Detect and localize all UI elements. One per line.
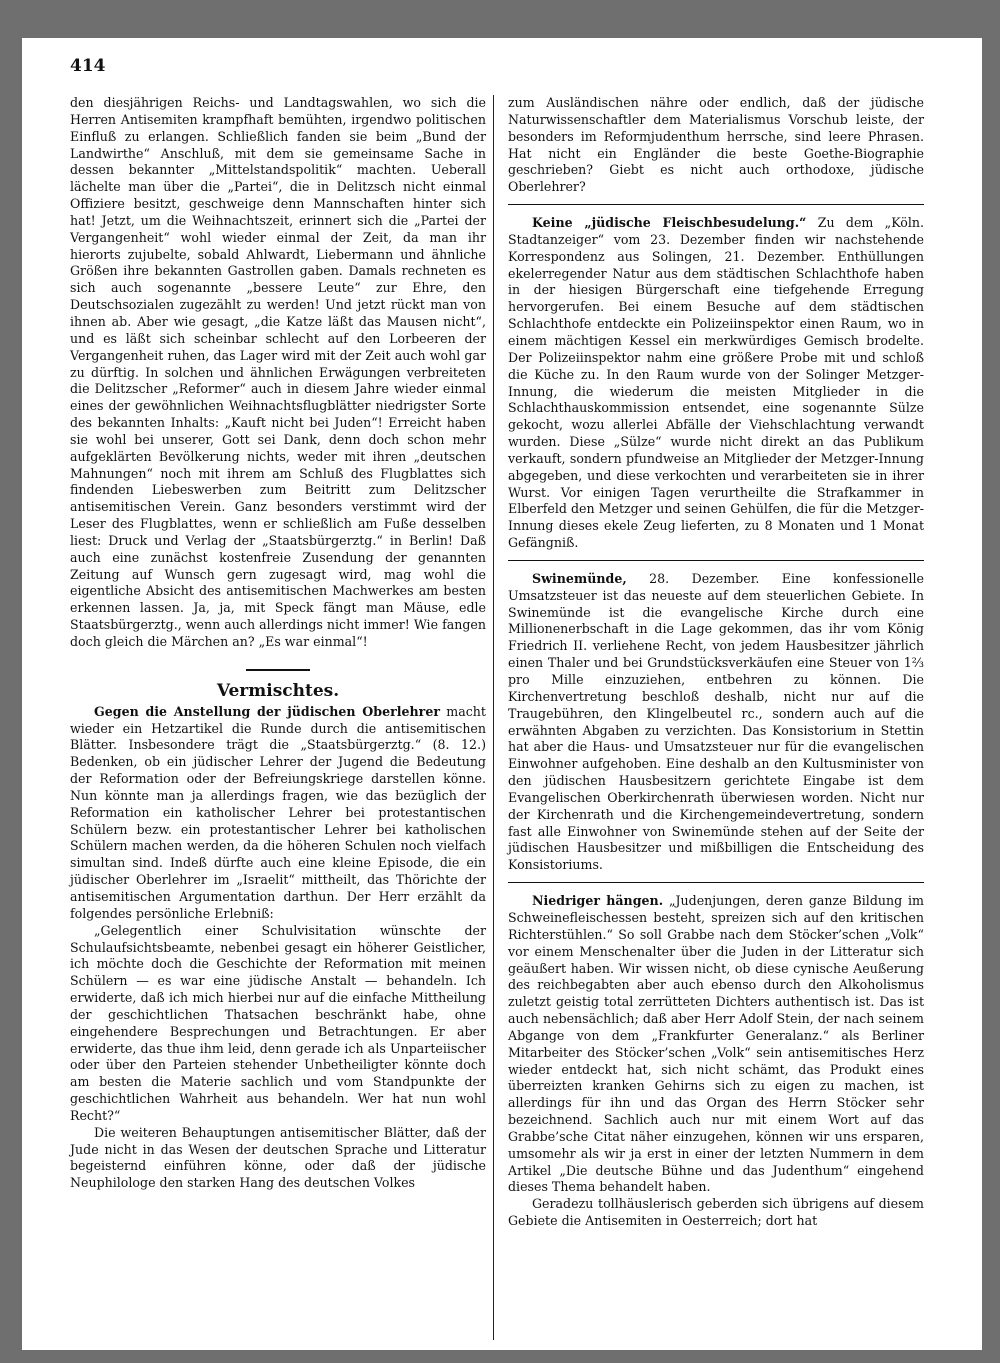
article-delitzsch-continued: den diesjährigen Reichs- und Landtagswahlen, wo sich die Herren Antisemiten krampfhaft bemühten, irgendwo politischen Einfluß zu erlangen. Schließlich fanden sie beim „Bund der Landwirthe“ Anschluß, mit dem sie gemeinsame Sache in dessen bekannter „Mittelstandspolitik“ machten. Ueberall lächelte man über die „Partei“, die in Delitzsch nicht einmal Offiziere besitzt, geschweige denn Mannschaften hinter sich hat! Jetzt, um die Weihnachtszeit, erinnert sich die „Partei der Vergangenheit“ wohl wieder einmal der Zeit, da man ihr hierorts zujubelte, sobald Ahlwardt, Liebermann und ähnliche Größen ihre bekannten Gastrollen gaben. Damals rechneten es sich auch sogenannte „bessere Leute“ zur Ehre, den Deutschsozialen zugezählt zu werden! Und jetzt rückt man von ihnen ab. Aber wie gesagt, „die Katze läßt das Mausen nicht“, und es läßt sich scheinbar schlecht auf den Lorbeeren der Vergangenheit ruhen, das Lager wird mit der Zeit auch wohl gar zu dürftig. In solchen und ähnlichen Erwägungen verbreiteten die Delitzscher „Reformer“ auch in diesem Jahre wieder einmal eines der gewöhnlichen Weihnachtsflugblätter niedrigster Sorte des bekannten Inhalts: „Kauft nicht bei Juden“! Erreicht haben sie wohl bei unserer, Gott sei Dank, denn doch schon mehr aufgeklärten Bevölkerung nichts, weder mit ihren „deutschen Mahnungen“ noch mit ihrem am Schluß des Flugblattes sich findenden Liebeswerben zum Beitritt zum Delitzscher antisemitischen Verein. Ganz besonders verstimmt wird der Leser des Flugblattes, wenn er schließlich am Fuße desselben liest: Druck und Verlag der „Staatsbürgerztg.“ in Berlin! Daß auch eine zunächst kostenfreie Zusendung der genannten Zeitung auf Wunsch gern zugesagt wird, mag wohl die eigentliche Absicht des antisemitischen Machwerkes am besten erkennen lassen. Ja, ja, mit Speck fängt man Mäuse, edle Staatsbürgerztg., wenn auch allerdings nicht immer! Wie fangen doch gleich die Märchen an? „Es war einmal“! xyxy=(70,95,486,649)
page-number: 414 xyxy=(70,56,106,76)
article-niedriger-cont: Geradezu tollhäuslerisch geberden sich übrigens auf diesem Gebiete die Antisemiten in Oesterreich; dort hat xyxy=(508,1196,924,1229)
section-heading: Vermischtes. xyxy=(216,680,340,701)
article-body: Zu dem „Köln. Stadtanzeiger“ vom 23. Dezember finden wir nachstehende Korrespondenz aus Solingen, 21. Dezember. Enthüllungen ekelerregender Natur aus dem städtischen Schlachthofe haben in der hiesigen Bürgerschaft eine tiefgehende Erregung hervorgerufen. Bei einem Besuche auf dem städtischen Schlachthofe entdeckte ein Polizeiinspektor einen Raum, wo in einem mächtigen Kessel ein merkwürdiges Gemisch brodelte. Der Polizeiinspektor nahm eine größere Probe mit und schloß die Küche zu. In den Raum wurde von der Solinger Metzger-Innung, die wiederum die meisten Mitglieder in die Schlachthauskommission entsendet, eine sogenannte Sülze gekocht, wozu allerlei Abfälle der Viehschlachtung verwandt wurden. Diese „Sülze“ wurde nicht direkt an das Publikum verkauft, sondern pfundweise an Mitglieder der Metzger-Innung abgegeben, und diese verkochten und verarbeiteten sie in ihrer Wurst. Vor einigen Tagen verurtheilte die Strafkammer in Elberfeld den Metzger und seinen Gehülfen, die für die Metzger-Innung dieses ekele Zeug lieferten, zu 8 Monaten und 1 Monat Gefängniß. xyxy=(508,215,924,551)
article-divider xyxy=(508,204,924,205)
left-column xyxy=(70,95,486,1192)
article-title: Swinemünde, xyxy=(532,570,627,586)
column-divider xyxy=(493,95,494,1340)
quotation xyxy=(70,923,486,1125)
article-oberlehrer-end: zum Ausländischen nähre oder endlich, daß der jüdische Naturwissenschaftler dem Materialismus Vorschub leiste, der besonders im Reformjudenthum herrsche, sind leere Phrasen. Hat nicht ein Engländer die beste Goethe-Biographie geschrieben? Giebt es nicht auch orthodoxe, jüdische Oberlehrer? xyxy=(508,95,924,195)
article-title: Niedriger hängen. xyxy=(532,893,664,909)
article-fleischbesudelung xyxy=(508,215,924,552)
article-oberlehrer xyxy=(70,704,486,923)
article-divider xyxy=(508,882,924,883)
article-divider xyxy=(508,560,924,561)
quote-text: „Gelegentlich einer Schulvisitation wünschte der Schulaufsichtsbeamte, nebenbei gesagt ein höherer Geistlicher, ich möchte doch die Geschichte der Reformation mit meinen Schülern — es war eine jüdische Anstalt — behandeln. Ich erwiderte, daß ich mich hierbei nur auf die einfache Mittheilung der geschichtlichen Thatsachen beschränkt habe, ohne eingehendere Besprechungen und Betrachtungen. Er aber erwiderte, das thue ihm leid, denn gerade ich als Unparteiischer oder über den Parteien stehender Unbetheiligter könnte doch am besten die Materie sachlich und vom Standpunkte der geschichtlichen Wahrheit aus behandeln. Wer hat nun wohl Recht?“ xyxy=(70,922,486,1123)
article-title: Keine „jüdische Fleischbesudelung.“ xyxy=(532,215,807,231)
article-oberlehrer-cont: Die weiteren Behauptungen antisemitischer Blätter, daß der Jude nicht in das Wesen der deutschen Sprache und Litteratur begeisternd einführen könne, oder daß der jüdische Neuphilologe den starken Hang des deutschen Volkes xyxy=(70,1124,486,1191)
article-body: macht wieder ein Hetzartikel die Runde durch die antisemitischen Blätter. Insbesondere trägt die „Staatsbürgerztg.“ (8. 12.) Bedenken, ob ein jüdischer Lehrer der Jugend die Bedeutung der Reformation oder der Befreiungskriege darstellen könne. Nun könnte man ja allerdings fragen, wie das bezüglich der Reformation ein katholischer Lehrer bei protestantischen Schülern bezw. ein protestantischer Lehrer bei katholischen Schülern machen werden, da die höheren Schulen noch vielfach simultan sind. Indeß dürfte auch eine kleine Episode, die ein jüdischer Oberlehrer im „Israelit“ mittheilt, das Thörichte der antisemitischen Argumentation darthun. Der Herr erzählt da folgendes persönliche Erlebniß: xyxy=(70,703,486,921)
newspaper-page xyxy=(22,38,982,1350)
article-body: „Judenjungen, deren ganze Bildung im Schweinefleischessen besteht, spreizen sich auf den kritischen Richterstühlen.“ So soll Grabbe nach dem Stöcker’schen „Volk“ vor einem Menschenalter über die Juden in der Litteratur sich geäußert haben. Wir wissen nicht, ob diese cynische Aeußerung des reichbegabten aber auch ebenso durch den Alkoholismus zuletzt geistig total zerrütteten Dichters authentisch ist. Das ist auch nebensächlich; daß aber Herr Adolf Stein, der nach seinem Abgange von dem „Frankfurter Generalanz.“ als Berliner Mitarbeiter des Stöcker’schen „Volk“ sein antisemitisches Herz wieder entdeckt hat, sich nicht schämt, das Produkt eines überreizten kranken Gehirns sich zu eigen zu machen, ist allerdings für ihn und das Organ des Herrn Stöcker sehr bezeichnend. Sachlich auch nur mit einem Wort auf das Grabbe’sche Citat näher einzugehen, können wir uns ersparen, umsomehr als wir ja erst in einer der letzten Nummern in dem Artikel „Die deutsche Bühne und das Judenthum“ eingehend dieses Thema behandelt haben. xyxy=(508,893,925,1195)
article-swinemuende xyxy=(508,571,924,874)
section-divider xyxy=(246,669,310,671)
article-niedriger xyxy=(508,893,924,1196)
article-title: Gegen die Anstellung der jüdischen Oberlehrer xyxy=(94,703,440,719)
article-body: 28. Dezember. Eine konfessionelle Umsatzsteuer ist das neueste auf dem steuerlichen Gebiete. In Swinemünde ist die evangelische Kirche durch eine Millionenerbschaft in die Lage gekommen, das ihr vom König Friedrich II. verliehene Recht, von jedem Hausbesitzer jährlich einen Thaler und bei Grundstücksverkäufen eine Steuer von 1⅔ pro Mille einzuziehen, entbehren zu können. Die Kirchenvertretung beschloß deshalb, nicht nur auf die Traugebühren, den Klingelbeutel rc., sondern auch auf die erwähnten Abgaben zu verzichten. Das Konsistorium in Stettin hat aber die Haus- und Umsatzsteuer nur für die evangelischen Einwohner aufgehoben. Eine deshalb an den Kultusminister von den jüdischen Hausbesitzern gerichtete Eingabe ist dem Evangelischen Oberkirchenrath überwiesen worden. Nicht nur der Kirchenrath und die Kirchengemeindevertretung, sondern fast alle Einwohner von Swinemünde stehen auf der Seite der jüdischen Hausbesitzer und mißbilligen die Entscheidung des Konsistoriums. xyxy=(508,570,924,873)
right-column xyxy=(508,95,924,1230)
